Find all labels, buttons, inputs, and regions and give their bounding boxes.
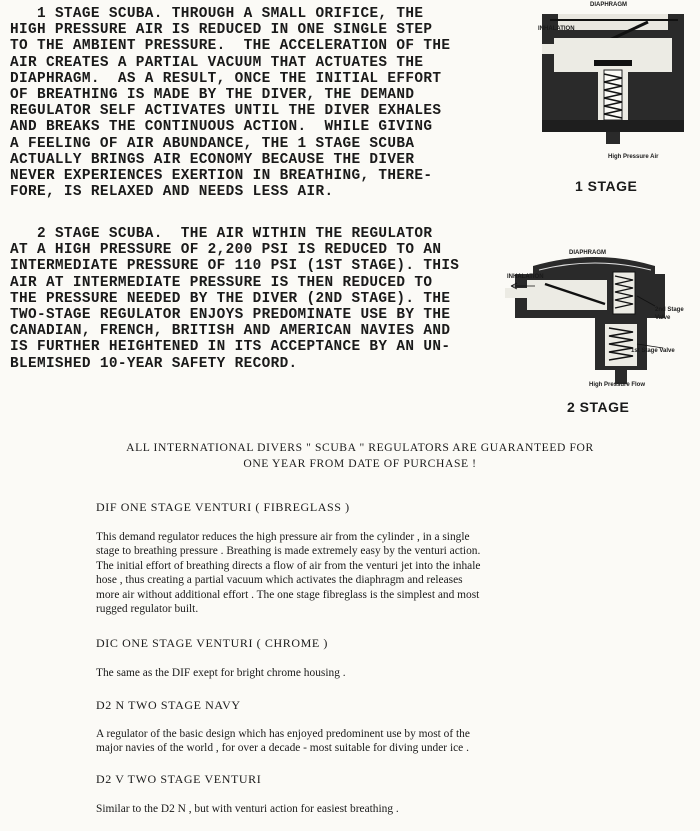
two-stage-caption: 2 STAGE bbox=[567, 399, 630, 415]
inhalation-label: INHALATION bbox=[538, 26, 575, 32]
text-line: This demand regulator reduces the high pressure air from the cylinder , in a single bbox=[96, 531, 470, 543]
text-line: hose , thus creating a partial vacuum which activates the diaphragm and releases bbox=[96, 574, 463, 587]
warranty-line: ALL INTERNATIONAL DIVERS " SCUBA " REGULATORS ARE GUARANTEED FOR bbox=[126, 441, 594, 454]
text-line: AT A HIGH PRESSURE OF 2,200 PSI IS REDUCED TO AN bbox=[10, 242, 442, 259]
text-line: AND BREAKS THE CONTINUOUS ACTION. WHILE GIVING bbox=[10, 119, 433, 136]
product-description-d2n bbox=[96, 727, 656, 756]
diaphragm-label: DIAPHRAGM bbox=[569, 250, 606, 256]
product-title-dif: DIF ONE STAGE VENTURI ( FIBREGLASS ) bbox=[96, 500, 350, 514]
text-line: NEVER EXPERIENCES EXERTION IN BREATHING, THERE- bbox=[10, 168, 433, 185]
text-line: CANADIAN, FRENCH, BRITISH AND AMERICAN NAVIES AND bbox=[10, 323, 451, 340]
text-line: A regulator of the basic design which has enjoyed predominent use by most of the bbox=[96, 728, 470, 740]
high-pressure-air-label: High Pressure Air bbox=[608, 154, 659, 160]
text-line: DIAPHRAGM. AS A RESULT, ONCE THE INITIAL EFFORT bbox=[10, 70, 442, 87]
warranty-line: ONE YEAR FROM DATE OF PURCHASE ! bbox=[243, 457, 477, 470]
text-line: THE PRESSURE NEEDED BY THE DIVER (2ND STAGE). THE bbox=[10, 290, 451, 307]
product-title-dic: DIC ONE STAGE VENTURI ( CHROME ) bbox=[96, 636, 329, 650]
text-line: rugged regulator built. bbox=[96, 603, 199, 616]
text-line: 1 STAGE SCUBA. THROUGH A SMALL ORIFICE, THE bbox=[10, 6, 424, 22]
one-stage-caption: 1 STAGE bbox=[575, 178, 638, 194]
two-stage-paragraph bbox=[10, 226, 505, 372]
text-line: ACTUALLY BRINGS AIR ECONOMY BECAUSE THE DIVER bbox=[10, 151, 415, 168]
first-stage-valve-label: 1st Stage Valve bbox=[631, 348, 675, 354]
text-line: AIR CREATES A PARTIAL VACUUM THAT ACTUATES THE bbox=[10, 54, 424, 71]
text-line: A FEELING OF AIR ABUNDANCE, THE 1 STAGE SCUBA bbox=[10, 135, 415, 152]
text-line: stage to breathing pressure . Breathing is made extremely easy by the venturi action. bbox=[96, 545, 481, 558]
text-line: HIGH PRESSURE AIR IS REDUCED IN ONE SINGLE STEP bbox=[10, 22, 433, 39]
inhalation-label: INHALATION bbox=[507, 274, 544, 280]
text-line: IS FURTHER HEIGHTENED IN ITS ACCEPTANCE BY AN UN- bbox=[10, 339, 451, 356]
text-line: AIR AT INTERMEDIATE PRESSURE IS THEN REDUCED TO bbox=[10, 274, 433, 291]
text-line: more air without additional effort . The one stage fibreglass is the simplest and most bbox=[96, 588, 480, 601]
product-description-dic bbox=[96, 666, 656, 680]
warranty-notice bbox=[100, 440, 620, 472]
text-line: The same as the DIF exept for bright chrome housing . bbox=[96, 667, 346, 679]
text-line: FORE, IS RELAXED AND NEEDS LESS AIR. bbox=[10, 184, 334, 201]
product-description-d2v bbox=[96, 802, 656, 816]
text-line: INTERMEDIATE PRESSURE OF 110 PSI (1ST STAGE). THIS bbox=[10, 258, 460, 275]
high-pressure-flow-label: High Pressure Flow bbox=[589, 382, 646, 388]
text-line: REGULATOR SELF ACTIVATES UNTIL THE DIVER EXHALES bbox=[10, 103, 442, 120]
text-line: OF BREATHING IS MADE BY THE DIVER, THE DEMAND bbox=[10, 87, 415, 104]
product-title-d2n: D2 N TWO STAGE NAVY bbox=[96, 698, 241, 712]
text-line: Similar to the D2 N , but with venturi action for easiest breathing . bbox=[96, 803, 399, 815]
text-line: major navies of the world , for over a decade - most suitable for diving under ice . bbox=[96, 742, 469, 755]
one-stage-diagram bbox=[528, 0, 698, 170]
product-title-d2v: D2 V TWO STAGE VENTURI bbox=[96, 772, 262, 786]
diaphragm-label: DIAPHRAGM bbox=[590, 2, 627, 8]
text-line: BLEMISHED 10-YEAR SAFETY RECORD. bbox=[10, 355, 298, 372]
text-line: 2 STAGE SCUBA. THE AIR WITHIN THE REGULATOR bbox=[10, 226, 433, 242]
text-line: TO THE AMBIENT PRESSURE. THE ACCELERATION OF THE bbox=[10, 38, 451, 55]
one-stage-paragraph bbox=[10, 6, 505, 200]
second-stage-valve-label: 2nd Stage Valve bbox=[655, 307, 684, 321]
product-description-dif bbox=[96, 530, 656, 616]
text-line: The initial effort of breathing directs a flow of air from the venturi jet into the inhale bbox=[96, 559, 481, 572]
text-line: TWO-STAGE REGULATOR ENJOYS PREDOMINATE USE BY THE bbox=[10, 307, 451, 324]
two-stage-diagram bbox=[505, 244, 695, 394]
